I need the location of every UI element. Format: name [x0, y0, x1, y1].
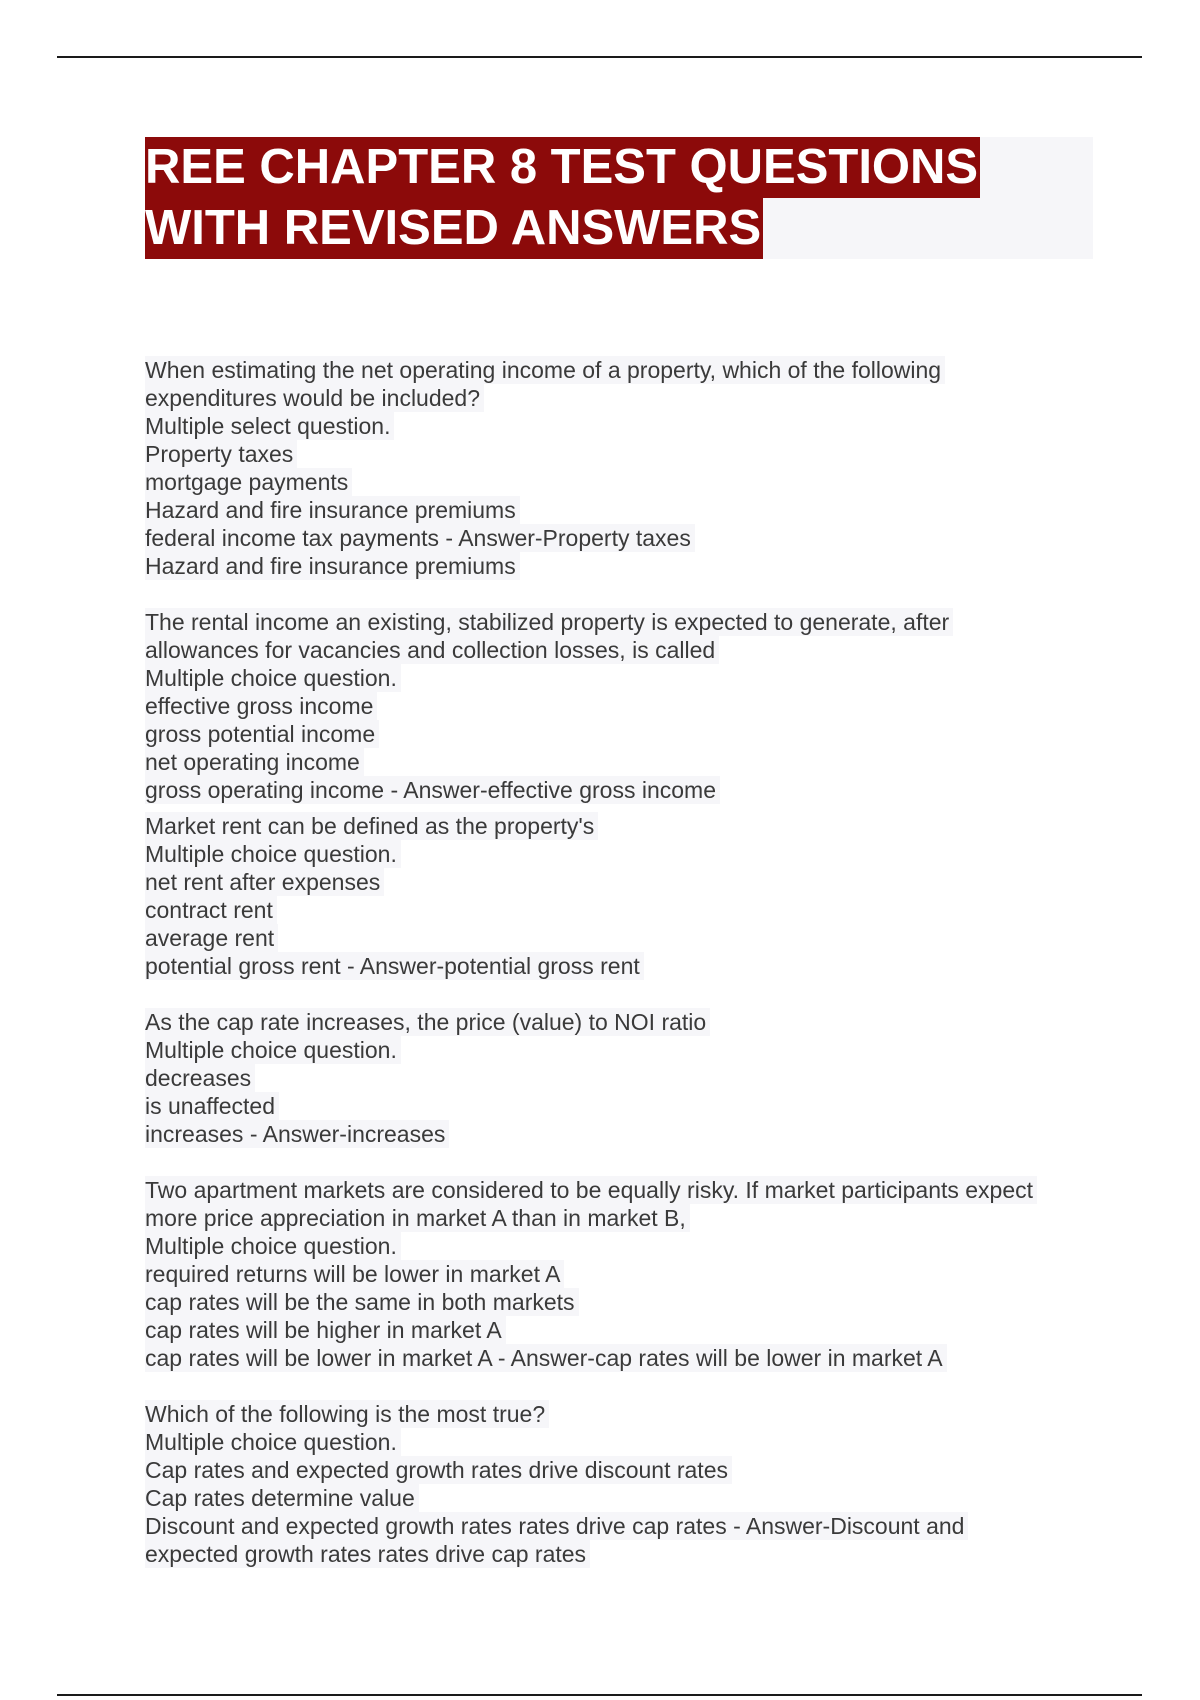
option-answer-text: federal income tax payments - Answer-Property taxes	[145, 524, 695, 552]
option-text: effective gross income	[145, 692, 377, 720]
question-block-4	[145, 1008, 1105, 1148]
question-type: Multiple select question.	[145, 412, 394, 440]
option-text: net operating income	[145, 748, 364, 776]
option-text: cap rates will be the same in both markets	[145, 1288, 579, 1316]
question-type: Multiple choice question.	[145, 1036, 401, 1064]
option-text: Cap rates determine value	[145, 1484, 419, 1512]
answer-text: expected growth rates rates drive cap rates	[145, 1540, 590, 1568]
option-text: average rent	[145, 924, 278, 952]
option-text: Hazard and fire insurance premiums	[145, 496, 520, 524]
question-block-1	[145, 356, 1105, 580]
option-text: is unaffected	[145, 1092, 279, 1120]
option-text: required returns will be lower in market A	[145, 1260, 564, 1288]
question-text: As the cap rate increases, the price (value) to NOI ratio	[145, 1008, 710, 1036]
answer-text: Hazard and fire insurance premiums	[145, 552, 520, 580]
question-text: expenditures would be included?	[145, 384, 484, 412]
option-text: cap rates will be higher in market A	[145, 1316, 506, 1344]
bottom-rule	[57, 1694, 1142, 1696]
question-text: allowances for vacancies and collection losses, is called	[145, 636, 719, 664]
question-block-2	[145, 608, 1105, 804]
question-type: Multiple choice question.	[145, 1232, 401, 1260]
question-text: The rental income an existing, stabilized property is expected to generate, after	[145, 608, 953, 636]
option-text: decreases	[145, 1064, 255, 1092]
question-type: Multiple choice question.	[145, 664, 401, 692]
option-text: contract rent	[145, 896, 277, 924]
option-answer-text: gross operating income - Answer-effective gross income	[145, 776, 720, 804]
question-type: Multiple choice question.	[145, 1428, 401, 1456]
question-block-5	[145, 1176, 1105, 1372]
option-text: net rent after expenses	[145, 868, 384, 896]
option-answer-text: Discount and expected growth rates rates drive cap rates - Answer-Discount and	[145, 1512, 968, 1540]
option-answer-text: potential gross rent - Answer-potential gross rent	[145, 952, 644, 980]
question-block-6	[145, 1400, 1105, 1568]
question-block-3	[145, 812, 1105, 980]
top-rule	[57, 56, 1142, 58]
option-text: gross potential income	[145, 720, 379, 748]
title-line-1: REE CHAPTER 8 TEST QUESTIONS	[145, 137, 980, 198]
question-type: Multiple choice question.	[145, 840, 401, 868]
question-text: When estimating the net operating income of a property, which of the following	[145, 356, 945, 384]
option-answer-text: increases - Answer-increases	[145, 1120, 449, 1148]
question-list	[145, 356, 1105, 1568]
option-answer-text: cap rates will be lower in market A - Answer-cap rates will be lower in market A	[145, 1344, 947, 1372]
question-text: Two apartment markets are considered to be equally risky. If market participants expect	[145, 1176, 1037, 1204]
question-text: Market rent can be defined as the property's	[145, 812, 598, 840]
option-text: Property taxes	[145, 440, 297, 468]
title-line-2: WITH REVISED ANSWERS	[145, 198, 763, 259]
document-title	[145, 137, 1093, 259]
question-text: Which of the following is the most true?	[145, 1400, 549, 1428]
option-text: mortgage payments	[145, 468, 352, 496]
option-text: Cap rates and expected growth rates drive discount rates	[145, 1456, 732, 1484]
question-text: more price appreciation in market A than in market B,	[145, 1204, 690, 1232]
